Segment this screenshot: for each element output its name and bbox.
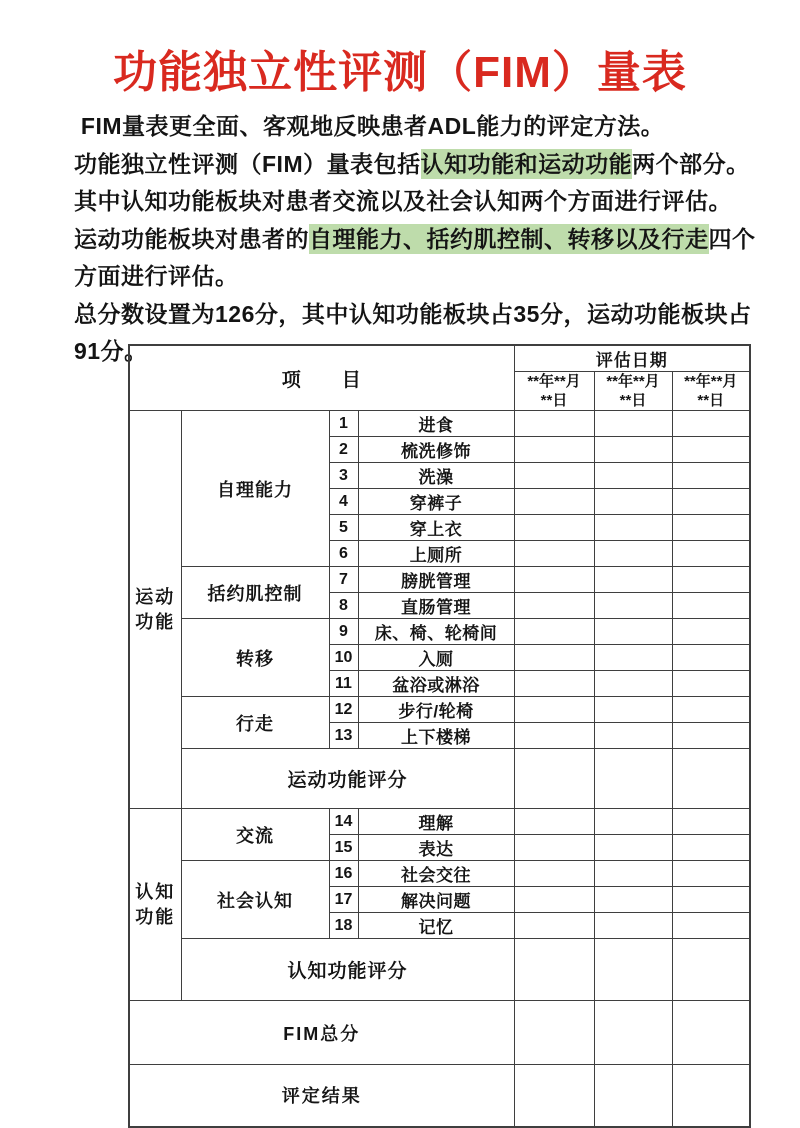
- date-value-cell: [672, 809, 750, 835]
- date-column-2: **年**月 **日: [594, 372, 672, 411]
- date-value-cell: [594, 437, 672, 463]
- date-value-cell: [514, 437, 594, 463]
- transfer-subgroup-label: 转移: [181, 619, 329, 697]
- highlighted-phrase: 认知功能和运动功能: [420, 150, 633, 177]
- intro-paragraphs: [74, 108, 756, 371]
- date-value-cell: [672, 913, 750, 939]
- date-value-cell: [672, 723, 750, 749]
- page-title: 功能独立性评测（FIM）量表: [113, 48, 687, 97]
- date-value-cell: [594, 671, 672, 697]
- sphincter-subgroup-label: 括约肌控制: [181, 567, 329, 619]
- date-value-cell: [594, 861, 672, 887]
- cognitive-score-row: [129, 939, 750, 1001]
- motor-score-label: 运动功能评分: [181, 749, 514, 809]
- item-number: 3: [329, 463, 358, 489]
- fim-total-label: FIM总分: [129, 1001, 514, 1065]
- intro-line: [74, 221, 756, 259]
- date-value-cell: [514, 809, 594, 835]
- date-value-cell: [514, 835, 594, 861]
- intro-text: 两个部分。: [632, 150, 750, 177]
- date-value-cell: [594, 749, 672, 809]
- item-name: 社会交往: [358, 861, 514, 887]
- date-value-cell: [594, 939, 672, 1001]
- intro-text: FIM量表更全面、客观地反映患者ADL能力的评定方法。: [74, 113, 665, 139]
- intro-text: 运动功能板块对患者的: [74, 225, 309, 252]
- date-value-cell: [514, 939, 594, 1001]
- result-row: [129, 1065, 750, 1127]
- date-column-3: **年**月 **日: [672, 372, 750, 411]
- item-name: 步行/轮椅: [358, 697, 514, 723]
- item-name: 进食: [358, 411, 514, 437]
- intro-line: [74, 108, 756, 146]
- item-number: 14: [329, 809, 358, 835]
- date-value-cell: [672, 541, 750, 567]
- cognitive-group-label: 认知 功能: [129, 809, 181, 1001]
- item-number: 1: [329, 411, 358, 437]
- motor-score-row: [129, 749, 750, 809]
- item-name: 梳洗修饰: [358, 437, 514, 463]
- date-value-cell: [514, 593, 594, 619]
- item-name: 理解: [358, 809, 514, 835]
- date-value-cell: [514, 671, 594, 697]
- date-value-cell: [594, 567, 672, 593]
- date-value-cell: [514, 861, 594, 887]
- date-value-cell: [672, 1001, 750, 1065]
- item-column-header: 项 目: [129, 345, 514, 411]
- date-value-cell: [514, 411, 594, 437]
- walking-subgroup-label: 行走: [181, 697, 329, 749]
- item-number: 17: [329, 887, 358, 913]
- date-value-cell: [672, 619, 750, 645]
- date-value-cell: [594, 723, 672, 749]
- date-value-cell: [672, 515, 750, 541]
- item-number: 15: [329, 835, 358, 861]
- assessment-date-header: 评估日期: [514, 345, 750, 372]
- item-name: 解决问题: [358, 887, 514, 913]
- date-value-cell: [672, 835, 750, 861]
- item-number: 4: [329, 489, 358, 515]
- date-value-cell: [514, 541, 594, 567]
- date-value-cell: [514, 515, 594, 541]
- date-value-cell: [594, 411, 672, 437]
- result-label: 评定结果: [129, 1065, 514, 1127]
- date-value-cell: [594, 541, 672, 567]
- table-row: [129, 567, 750, 593]
- item-name: 穿上衣: [358, 515, 514, 541]
- item-name: 表达: [358, 835, 514, 861]
- item-number: 5: [329, 515, 358, 541]
- table-row: [129, 697, 750, 723]
- date-value-cell: [514, 887, 594, 913]
- date-value-cell: [514, 749, 594, 809]
- fim-total-row: [129, 1001, 750, 1065]
- date-value-cell: [514, 697, 594, 723]
- intro-text: 总分数设置为126分，其中认知功能板块占35分，运动功能板块占: [74, 300, 752, 327]
- selfcare-subgroup-label: 自理能力: [181, 411, 329, 567]
- date-value-cell: [672, 437, 750, 463]
- date-value-cell: [594, 645, 672, 671]
- item-name: 洗澡: [358, 463, 514, 489]
- intro-line: [74, 258, 756, 296]
- table-row: [129, 809, 750, 835]
- item-name: 记忆: [358, 913, 514, 939]
- highlighted-phrase: 自理能力、括约肌控制、转移以及行走: [309, 225, 709, 252]
- date-value-cell: [594, 913, 672, 939]
- item-number: 10: [329, 645, 358, 671]
- date-value-cell: [594, 697, 672, 723]
- table-row: [129, 619, 750, 645]
- table-header-row: [129, 345, 750, 372]
- intro-text: 91分。: [74, 338, 148, 364]
- date-value-cell: [594, 887, 672, 913]
- date-value-cell: [594, 809, 672, 835]
- date-value-cell: [672, 593, 750, 619]
- item-number: 12: [329, 697, 358, 723]
- date-value-cell: [672, 463, 750, 489]
- date-value-cell: [594, 515, 672, 541]
- social-cognition-subgroup-label: 社会认知: [181, 861, 329, 939]
- item-name: 床、椅、轮椅间: [358, 619, 514, 645]
- cognitive-score-label: 认知功能评分: [181, 939, 514, 1001]
- intro-line: [74, 183, 756, 221]
- date-value-cell: [672, 939, 750, 1001]
- item-number: 9: [329, 619, 358, 645]
- date-value-cell: [514, 463, 594, 489]
- item-name: 上下楼梯: [358, 723, 514, 749]
- date-value-cell: [514, 645, 594, 671]
- date-value-cell: [594, 593, 672, 619]
- date-value-cell: [514, 1065, 594, 1127]
- date-value-cell: [594, 463, 672, 489]
- date-value-cell: [594, 1001, 672, 1065]
- item-name: 上厕所: [358, 541, 514, 567]
- date-value-cell: [672, 749, 750, 809]
- table-row: [129, 861, 750, 887]
- fim-assessment-table: [128, 344, 751, 1128]
- table-row: [129, 411, 750, 437]
- date-value-cell: [672, 645, 750, 671]
- intro-text: 功能独立性评测（FIM）量表包括: [74, 150, 421, 177]
- intro-text: 方面进行评估。: [74, 263, 239, 289]
- date-value-cell: [594, 835, 672, 861]
- date-value-cell: [514, 1001, 594, 1065]
- item-number: 11: [329, 671, 358, 697]
- date-value-cell: [672, 489, 750, 515]
- date-value-cell: [514, 913, 594, 939]
- date-value-cell: [594, 1065, 672, 1127]
- item-name: 穿裤子: [358, 489, 514, 515]
- date-value-cell: [672, 411, 750, 437]
- intro-line: [74, 146, 756, 184]
- date-value-cell: [672, 861, 750, 887]
- communication-subgroup-label: 交流: [181, 809, 329, 861]
- intro-line: [74, 296, 756, 334]
- date-column-1: **年**月 **日: [514, 372, 594, 411]
- item-number: 7: [329, 567, 358, 593]
- item-number: 18: [329, 913, 358, 939]
- item-number: 13: [329, 723, 358, 749]
- date-value-cell: [514, 489, 594, 515]
- date-value-cell: [672, 671, 750, 697]
- date-value-cell: [514, 723, 594, 749]
- date-value-cell: [594, 489, 672, 515]
- item-name: 盆浴或淋浴: [358, 671, 514, 697]
- motor-group-label: 运动 功能: [129, 411, 181, 809]
- item-name: 膀胱管理: [358, 567, 514, 593]
- intro-text: 其中认知功能板块对患者交流以及社会认知两个方面进行评估。: [74, 188, 732, 214]
- date-value-cell: [514, 567, 594, 593]
- date-value-cell: [514, 619, 594, 645]
- date-value-cell: [672, 1065, 750, 1127]
- date-value-cell: [672, 697, 750, 723]
- date-value-cell: [672, 887, 750, 913]
- item-name: 入厕: [358, 645, 514, 671]
- date-value-cell: [672, 567, 750, 593]
- item-number: 6: [329, 541, 358, 567]
- item-number: 8: [329, 593, 358, 619]
- item-number: 2: [329, 437, 358, 463]
- item-number: 16: [329, 861, 358, 887]
- item-name: 直肠管理: [358, 593, 514, 619]
- intro-text: 四个: [708, 225, 756, 252]
- date-value-cell: [594, 619, 672, 645]
